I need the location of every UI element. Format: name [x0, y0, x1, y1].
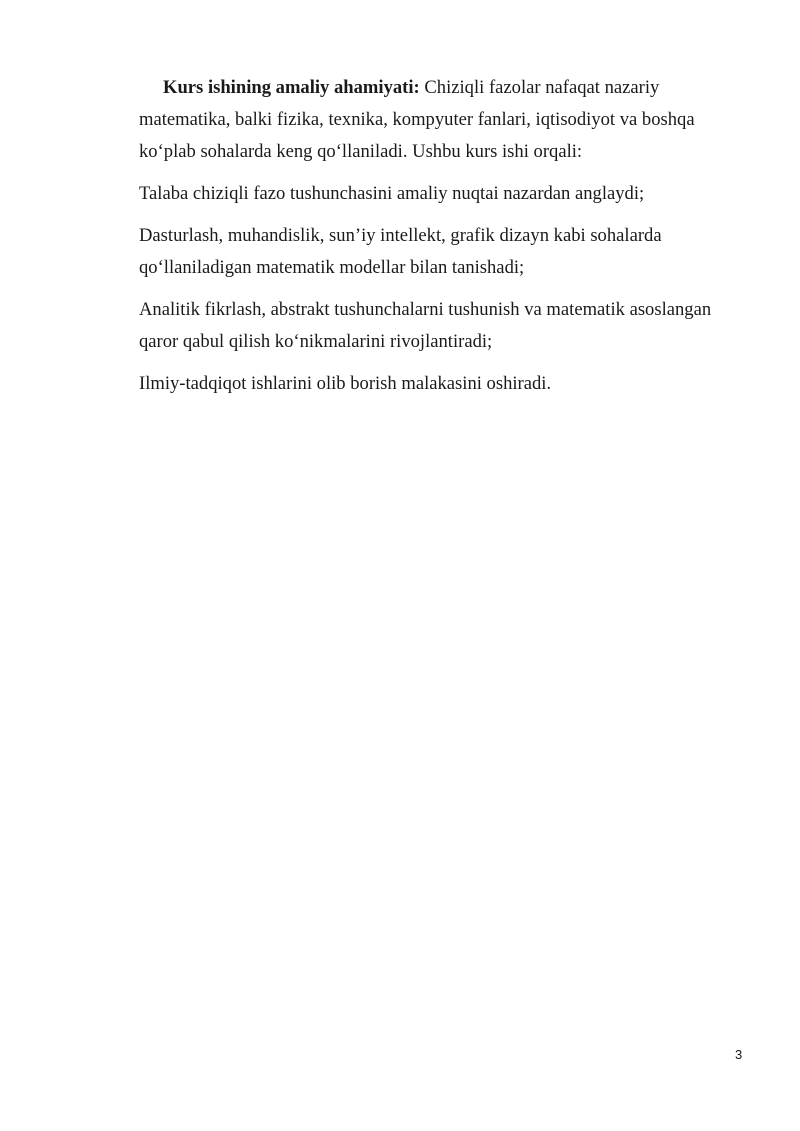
list-item: Dasturlash, muhandislik, sun’iy intellekt, grafik dizayn kabi sohalarda qo‘llaniladigan matematik modellar bilan tanishadi;	[139, 225, 662, 278]
intro-paragraph	[139, 72, 739, 168]
list-item: Talaba chiziqli fazo tushunchasini amaliy nuqtai nazardan anglaydi;	[139, 183, 645, 204]
list-item: Ilmiy-tadqiqot ishlarini olib borish malakasini oshiradi.	[139, 373, 552, 394]
page-number: 3	[735, 1047, 743, 1062]
section-heading: Kurs ishining amaliy ahamiyati:	[163, 77, 420, 98]
intro-text: Chiziqli fazolar nafaqat nazariy matematika, balki fizika, texnika, kompyuter fanlari, iqtisodiyot va boshqa ko‘plab sohalarda keng qo‘llaniladi. Ushbu kurs ishi orqali:	[139, 77, 695, 162]
list-item: Analitik fikrlash, abstrakt tushunchalarni tushunish va matematik asoslangan qaror qabul qilish ko‘nikmalarini rivojlantiradi;	[139, 299, 712, 352]
page-content	[139, 72, 739, 410]
